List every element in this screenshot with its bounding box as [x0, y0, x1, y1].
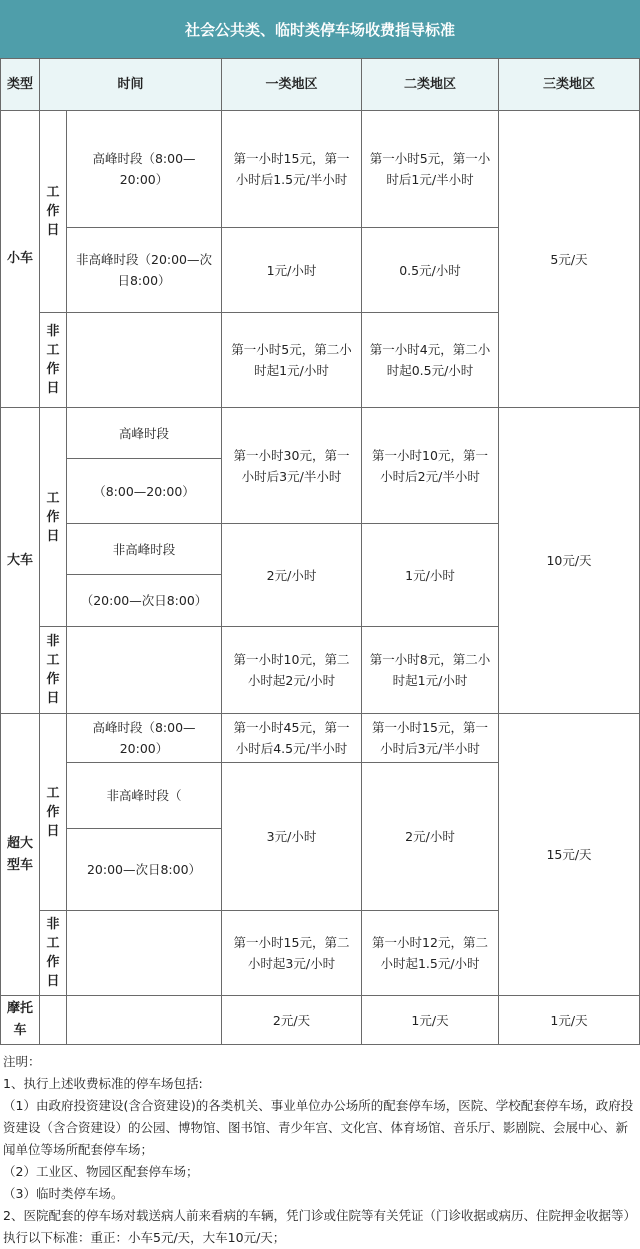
moto-label: 摩托车 — [0, 995, 40, 1045]
large-car-nonwork-zone1: 第一小时10元，第二小时起2元/小时 — [221, 626, 362, 714]
header-zone3: 三类地区 — [498, 58, 640, 111]
xl-car-offpeak-zone2: 2元/小时 — [361, 762, 499, 911]
xl-car-peak-zone1: 第一小时45元，第一小时后4.5元/半小时 — [221, 713, 362, 763]
large-car-nonwork-time — [66, 626, 222, 714]
moto-day-empty — [39, 995, 67, 1045]
note-line: 注明： — [3, 1054, 41, 1069]
small-car-label: 小车 — [0, 110, 40, 408]
large-car-peak-zone2: 第一小时10元，第一小时后2元/半小时 — [361, 407, 499, 524]
xl-car-peak-zone2: 第一小时15元，第一小时后3元/半小时 — [361, 713, 499, 763]
page-title: 社会公共类、临时类停车场收费指导标准 — [0, 0, 640, 58]
small-car-peak-zone1: 第一小时15元，第一小时后1.5元/半小时 — [221, 110, 362, 228]
header-zone2: 二类地区 — [361, 58, 499, 111]
note-line: （2）工业区、物园区配套停车场； — [3, 1164, 199, 1179]
small-car-peak-zone2: 第一小时5元，第一小时后1元/半小时 — [361, 110, 499, 228]
xl-car-offpeak-b: 20:00—次日8:00） — [66, 828, 222, 911]
moto-zone3: 1元/天 — [498, 995, 640, 1045]
small-car-offpeak: 非高峰时段（20:00—次日8:00） — [66, 227, 222, 313]
large-car-peak-b: （8:00—20:00） — [66, 458, 222, 524]
notes-section — [0, 1044, 640, 1245]
large-car-nonwork-zone2: 第一小时8元，第二小时起1元/小时 — [361, 626, 499, 714]
header-time: 时间 — [39, 58, 222, 111]
xl-car-label: 超大型车 — [0, 713, 40, 996]
xl-car-offpeak-zone1: 3元/小时 — [221, 762, 362, 911]
moto-time-empty — [66, 995, 222, 1045]
note-line: 1、执行上述收费标准的停车场包括: — [3, 1076, 203, 1091]
xl-car-nonwork-time — [66, 910, 222, 996]
moto-zone2: 1元/天 — [361, 995, 499, 1045]
xl-car-nonwork-zone2: 第一小时12元，第二小时起1.5元/小时 — [361, 910, 499, 996]
small-car-zone3: 5元/天 — [498, 110, 640, 408]
xl-car-zone3: 15元/天 — [498, 713, 640, 996]
large-car-offpeak-zone2: 1元/小时 — [361, 523, 499, 627]
large-car-peak-a: 高峰时段 — [66, 407, 222, 459]
large-car-workday-label: 工作日 — [39, 407, 67, 627]
header-zone1: 一类地区 — [221, 58, 362, 111]
small-car-offpeak-zone1: 1元/小时 — [221, 227, 362, 313]
moto-zone1: 2元/天 — [221, 995, 362, 1045]
small-car-peak: 高峰时段（8:00—20:00） — [66, 110, 222, 228]
large-car-zone3: 10元/天 — [498, 407, 640, 714]
xl-car-nonwork-label: 非工作日 — [39, 910, 67, 996]
note-line: （3）临时类停车场。 — [3, 1186, 124, 1201]
small-car-nonwork-zone1: 第一小时5元，第二小时起1元/小时 — [221, 312, 362, 408]
small-car-workday-label: 工作日 — [39, 110, 67, 313]
small-car-nonwork-label: 非工作日 — [39, 312, 67, 408]
xl-car-workday-label: 工作日 — [39, 713, 67, 911]
large-car-offpeak-b: （20:00—次日8:00） — [66, 574, 222, 627]
xl-car-peak: 高峰时段（8:00—20:00） — [66, 713, 222, 763]
large-car-offpeak-a: 非高峰时段 — [66, 523, 222, 575]
note-line: 2、医院配套的停车场对载送病人前来看病的车辆，凭门诊或住院等有关凭证（门诊收据或病历、住院押金收据等）执行以下标准：重正：小车5元/天，大车10元/天； — [3, 1208, 636, 1245]
small-car-offpeak-zone2: 0.5元/小时 — [361, 227, 499, 313]
header-type: 类型 — [0, 58, 40, 111]
large-car-label: 大车 — [0, 407, 40, 714]
xl-car-nonwork-zone1: 第一小时15元，第二小时起3元/小时 — [221, 910, 362, 996]
large-car-nonwork-label: 非工作日 — [39, 626, 67, 714]
xl-car-offpeak-a: 非高峰时段（ — [66, 762, 222, 829]
large-car-offpeak-zone1: 2元/小时 — [221, 523, 362, 627]
small-car-nonwork-zone2: 第一小时4元，第二小时起0.5元/小时 — [361, 312, 499, 408]
small-car-nonwork-time — [66, 312, 222, 408]
note-line: （1）由政府投资建设(含合资建设)的各类机关、事业单位办公场所的配套停车场，医院、学校配套停车场，政府投资建设（含合资建设）的公园、博物馆、图书馆、青少年宫、文化宫、体育场馆、音乐厅、影剧院、会展中心、新闻单位等场所配套停车场； — [3, 1098, 634, 1157]
large-car-peak-zone1: 第一小时30元，第一小时后3元/半小时 — [221, 407, 362, 524]
